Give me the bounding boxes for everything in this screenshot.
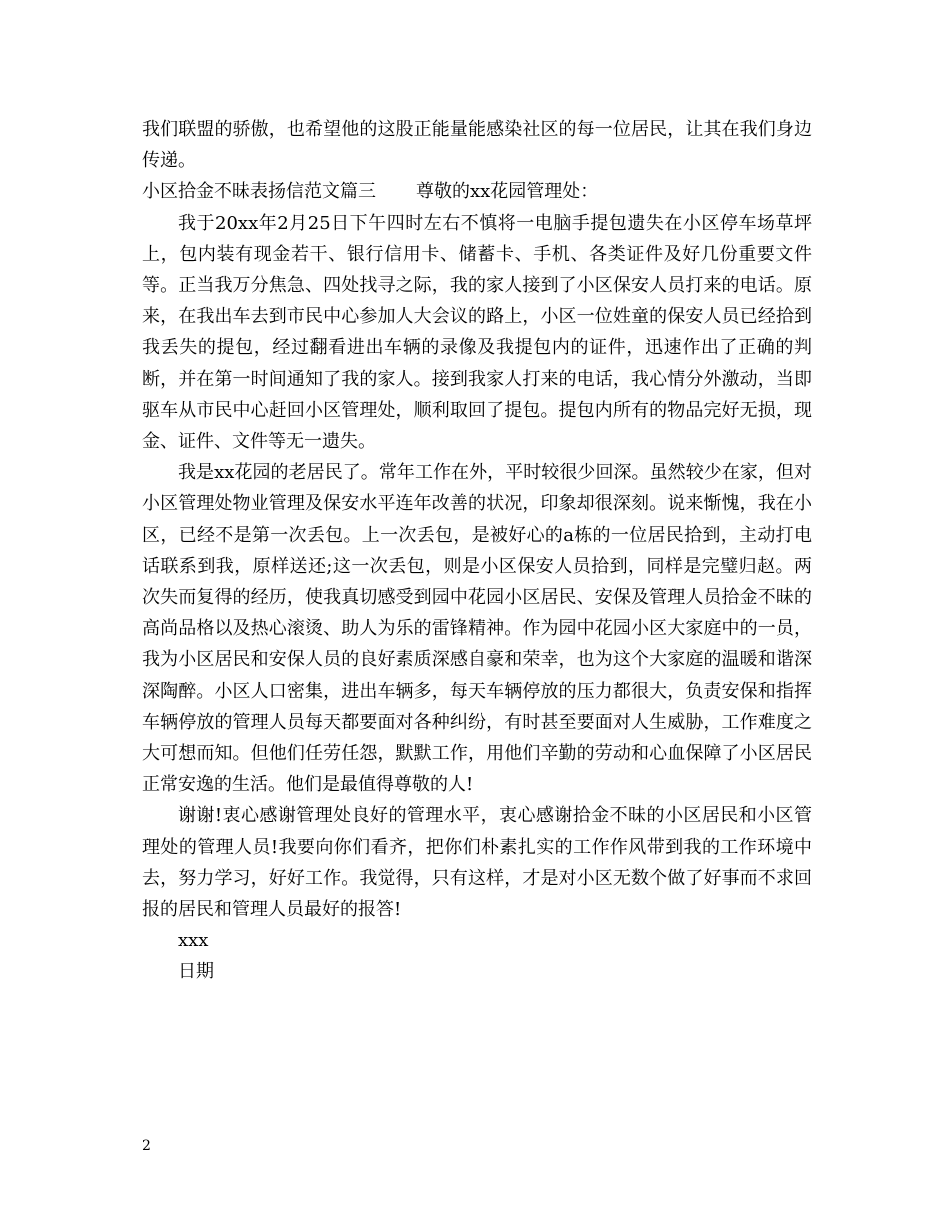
page-number: 2 bbox=[142, 1138, 151, 1154]
continuation-paragraph: 我们联盟的骄傲，也希望他的这股正能量能感染社区的每一位居民，让其在我们身边传递。 bbox=[142, 119, 812, 172]
signature: xxx bbox=[178, 930, 209, 952]
body-paragraph-1: 我于20xx年2月25日下午四时左右不慎将一电脑手提包遗失在小区停车场草坪上，包内装有现金若干、银行信用卡、储蓄卡、手机、各类证件及好几份重要文件等。正当我万分焦急、四处找寻之际，我的家人接到了小区保安人员打来的电话。原来，在我出车去到市民中心参加人大会议的路上，小区一位姓童的保安人员已经拾到我丢失的提包，经过翻看进出车辆的录像及我提包内的证件，迅速作出了正确的判断，并在第一时间通知了我的家人。接到我家人打来的电话，我心情分外激动，当即驱车从市民中心赶回小区管理处，顺利取回了提包。提包内所有的物品完好无损，现金、证件、文件等无一遗失。 bbox=[142, 212, 812, 453]
body-paragraph-3: 谢谢!衷心感谢管理处良好的管理水平，衷心感谢拾金不昧的小区居民和小区管理处的管理人员!我要向你们看齐，把你们朴素扎实的工作作风带到我的工作环境中去，努力学习，好好工作。我觉得，只有这样，才是对小区无数个做了好事而不求回报的居民和管理人员最好的报答! bbox=[142, 805, 812, 921]
letter-body bbox=[142, 114, 812, 988]
section-heading-line bbox=[142, 176, 812, 207]
section-title: 小区拾金不昧表扬信范文篇三 bbox=[142, 181, 376, 203]
date-label: 日期 bbox=[178, 961, 214, 983]
body-paragraph-2: 我是xx花园的老居民了。常年工作在外，平时较很少回深。虽然较少在家，但对小区管理处物业管理及保安水平连年改善的状况，印象却很深刻。说来惭愧，我在小区，已经不是第一次丢包。上一次丢包，是被好心的a栋的一位居民拾到，主动打电话联系到我，原样送还;这一次丢包，则是小区保安人员拾到，同样是完璧归赵。两次失而复得的经历，使我真切感受到园中花园小区居民、安保及管理人员拾金不昧的高尚品格以及热心滚烫、助人为乐的雷锋精神。作为园中花园小区大家庭中的一员，我为小区居民和安保人员的良好素质深感自豪和荣幸，也为这个大家庭的温暖和谐深深陶醉。小区人口密集，进出车辆多，每天车辆停放的压力都很大，负责安保和指挥车辆停放的管理人员每天都要面对各种纠纷，有时甚至要面对人生威胁，工作难度之大可想而知。但他们任劳任怨，默默工作，用他们辛勤的劳动和心血保障了小区居民正常安逸的生活。他们是最值得尊敬的人! bbox=[142, 462, 812, 796]
salutation: 尊敬的xx花园管理处： bbox=[416, 181, 599, 203]
